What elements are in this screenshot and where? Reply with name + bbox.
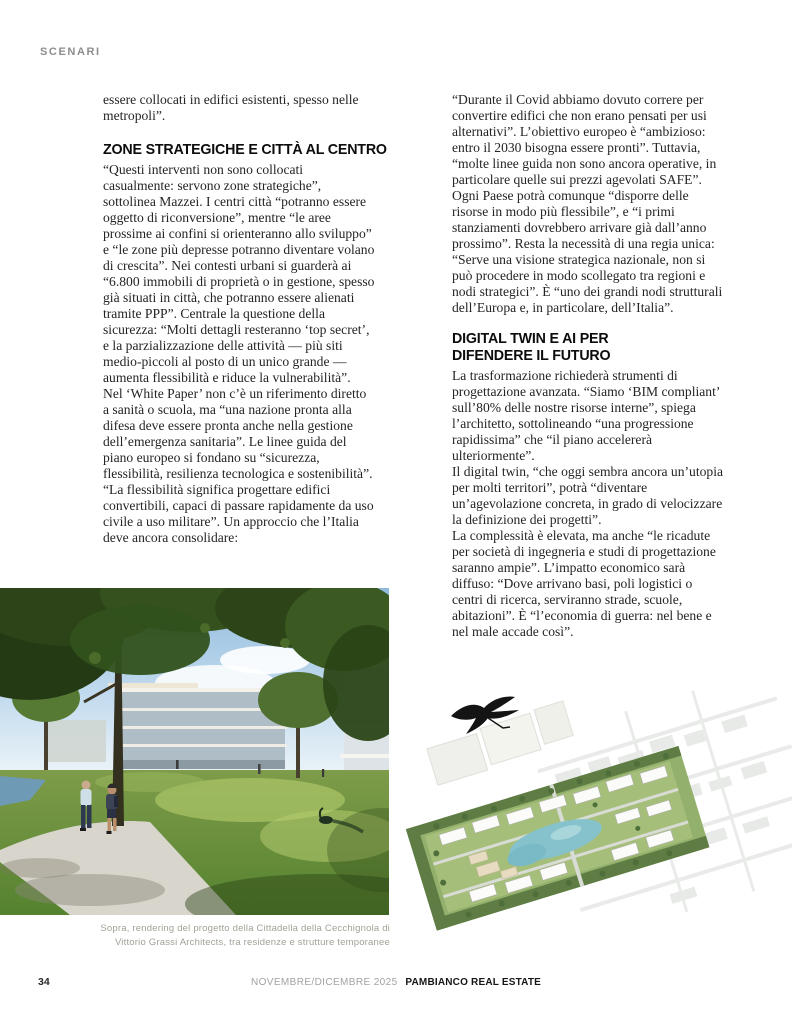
page-number: 34 [38, 976, 50, 988]
footer [0, 977, 792, 988]
right-paragraph-4: La complessità è elevata, ma anche “le ricadute per società di ingegneria e studi di progettazione saranno ampie”. L’impatto economico sarà diffuso: “Dove arrivano basi, poli logistici o centri di ricerca, serviranno strade, scuole, abitazioni”. È “l’economia di guerra: nel bene e nel male accade così”. [452, 528, 716, 639]
footer-issue: NOVEMBRE/DICEMBRE 2025 [250, 977, 398, 988]
masterplan-illustration [405, 668, 792, 946]
right-section-heading: DIGITAL TWIN E AI PER DIFENDERE IL FUTURO [452, 330, 611, 364]
right-paragraph-2: La trasformazione richiederà strumenti di progettazione avanzata. “Siamo ‘BIM compliant’ sull’80% delle nostre risorse interne”, spiega l’architetto, sottolineando “una progressione rapidissima” che “il piano accelererà ulteriormente”. [452, 368, 720, 463]
footer-magazine: PAMBIANCO REAL ESTATE [405, 977, 542, 988]
section-label: SCENARI [40, 46, 101, 58]
left-column [103, 92, 387, 546]
left-paragraph-2: Nel ‘White Paper’ non c’è un riferimento diretto a sanità o scuola, ma “una nazione pronta alla difesa deve essere pronta anche nella gestione dell’emergenza sanitaria”. Le linee guida del piano europeo si fondano su “sicurezza, flessibilità, resilienza tecnologica e sostenibilità”. “La flessibilità significa progettare edifici convertibili, capaci di passare rapidamente da uso civile a uso militare”. Un approccio che l’Italia deve ancora consolidare: [103, 386, 374, 545]
intro-paragraph: essere collocati in edifici esistenti, spesso nelle metropoli”. [103, 92, 359, 123]
right-paragraph-3: Il digital twin, “che oggi sembra ancora un’utopia per molti territori”, potrà “diventare un’agevolazione concreta, in grado di velocizzare la definizione dei progetti”. [452, 464, 724, 527]
image-caption: Sopra, rendering del progetto della Cittadella della Cecchignola di Vittorio Grassi Architects, tra residenze e strutture temporanee [100, 923, 390, 948]
park-rendering-illustration [0, 588, 389, 915]
right-column [452, 92, 724, 640]
left-paragraph-1: “Questi interventi non sono collocati casualmente: servono zone strategiche”, sottolinea Mazzei. I centri città “potranno essere oggetto di riconversione”, mentre “le aree prossime ai confini si orienteranno allo sviluppo” e “le zone più depresse potranno diventare volano di crescita”. Nei contesti urbani si guarderà ai “6.800 immobili di proprietà o in gestione, spesso già situati in città, che potranno essere alienati tramite PPP”. Centrale la questione della sicurezza: “Molti dettagli resteranno ‘top secret’, e la parzializzazione delle attività — più siti medio-piccoli al posto di un unico grande — aumenta flessibilità e riduce la vulnerabilità”. [103, 162, 375, 385]
masterplan-aerial-image [405, 668, 792, 946]
left-section-heading: ZONE STRATEGICHE E CITTÀ AL CENTRO [103, 141, 387, 158]
right-paragraph-1: “Durante il Covid abbiamo dovuto correre per convertire edifici che non erano pensati per usi alternativi”. L’obiettivo europeo è “ambizioso: entro il 2030 bisogna essere pronti”. Tuttavia, “molte linee guida non sono ancora operative, in particolare quelle sui prezzi agevolati SAFE”. Ogni Paese potrà comunque “disporre delle risorse in modo più flessibile”, e “i primi stanziamenti dovrebbero arrivare già dall’anno prossimo”. Resta la necessità di una regia unica: “Serve una visione strategica nazionale, non si può procedere in modo scollegato tra regioni e nodi strategici”. È “uno dei grandi nodi strutturali dell’Europa e, in particolare, dell’Italia”. [452, 92, 723, 315]
park-rendering-image [0, 588, 389, 915]
